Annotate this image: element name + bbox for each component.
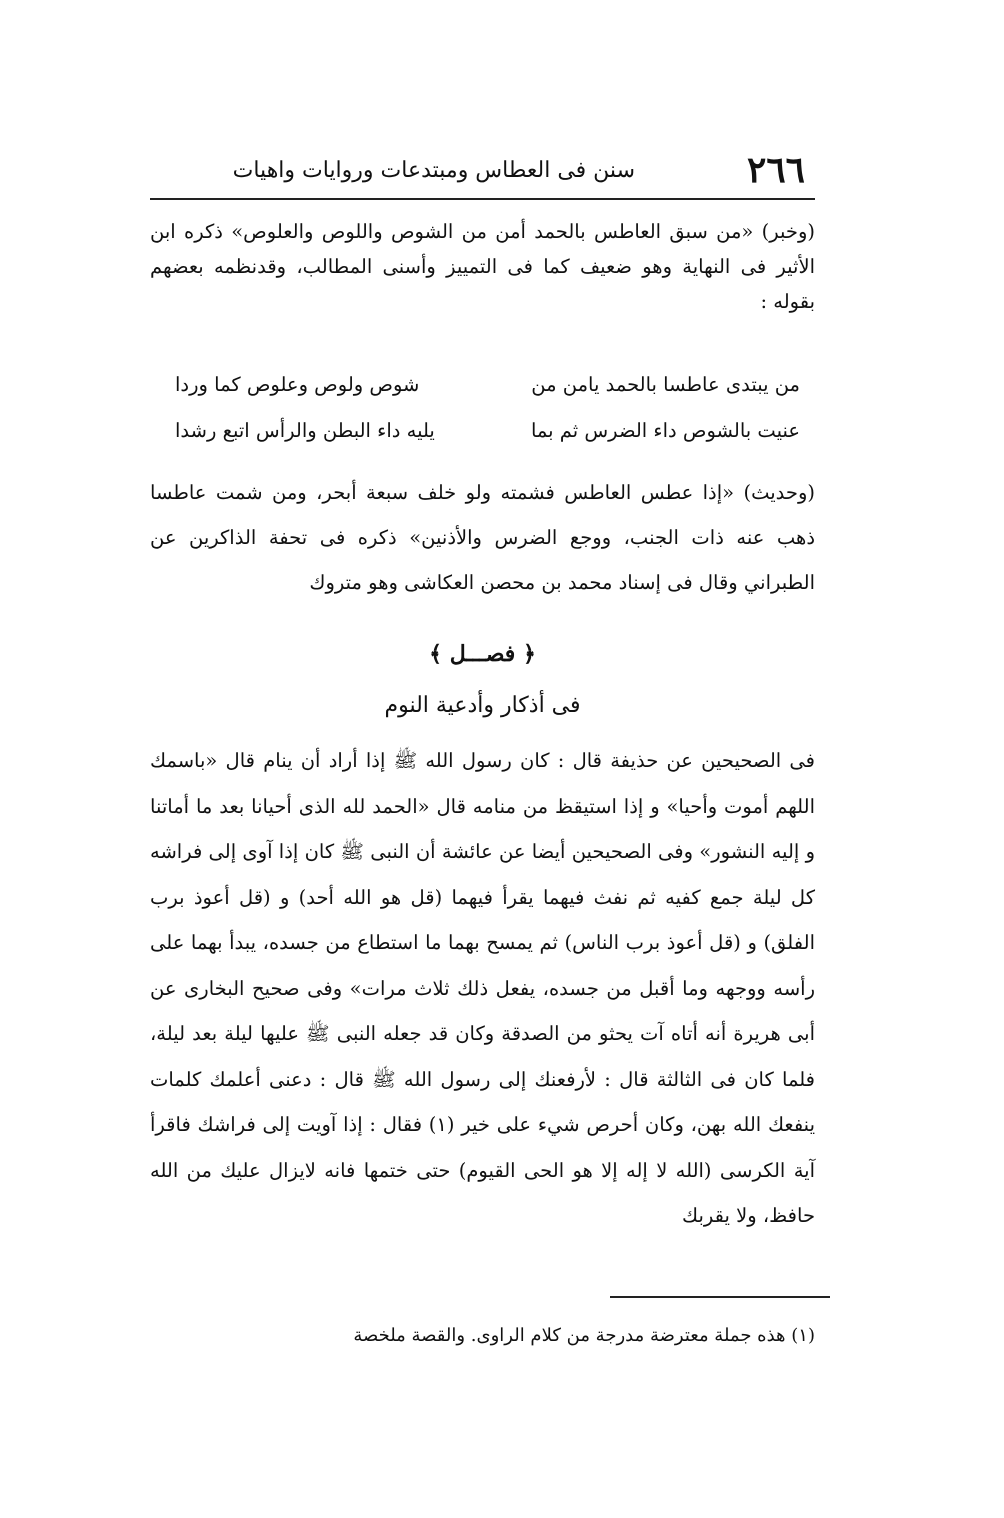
header-divider (150, 198, 815, 200)
paragraph-sleep-adhkar: فى الصحيحين عن حذيفة قال : كان رسول الله ﷺ إذا أراد أن ينام قال «باسمك اللهم أموت وأحيا» و إذا استيقظ من منامه قال «الحمد لله الذى أحيانا بعد ما أماتنا و إليه النشور» وفى الصحيحين أيضا عن عائشة أن النبى ﷺ كان إذا آوى إلى فراشه كل ليلة جمع كفيه ثم نفث فيهما يقرأ فيهما (قل هو الله أحد) و (قل أعوذ برب الفلق) و (قل أعوذ برب الناس) ثم يمسح بهما ما استطاع من جسده، يبدأ بهما على رأسه ووجهه وما أقبل من جسده، يفعل ذلك ثلاث مرات» وفى صحيح البخارى عن أبى هريرة أنه أتاه آت يحثو من الصدقة وكان قد جعله النبى ﷺ عليها ليلة بعد ليلة، فلما كان فى الثالثة قال : لأرفعنك إلى رسول الله ﷺ قال : دعنى أعلمك كلمات ينفعك الله بهن، وكان أحرص شيء على خير (١) فقال : إذا آويت إلى فراشك فاقرأ آية الكرسى (الله لا إله إلا هو الحى القيوم) حتى ختمها فانه لايزال عليك من الله حافظ، ولا يقربك (150, 749, 815, 1227)
poem-line-2-second-hemistich: يليه داء البطن والرأس اتبع رشدا (175, 419, 435, 442)
poem-line-2 (175, 408, 800, 454)
paragraph-sneeze-hadith: (وحديث) «إذا عطس العاطس فشمته ولو خلف سبعة أبحر، ومن شمت عاطسا ذهب عنه ذات الجنب، ووجع الضرس والأذنين» ذكره فى تحفة الذاكرين عن الطبراني وقال فى إسناد محمد بن محصن العكاشى وهو متروك (150, 481, 815, 594)
running-title: سنن فى العطاس ومبتدعات وروايات واهيات (232, 158, 635, 183)
poem-line-1-second-hemistich: شوص ولوص وعلوص كما وردا (175, 373, 420, 396)
footnote-divider (610, 1296, 830, 1298)
page-number: ٢٦٦ (746, 149, 805, 191)
page-header (232, 149, 805, 194)
poem-line-2-first-hemistich: عنيت بالشوص داء الضرس ثم بما (530, 419, 800, 442)
poem (175, 362, 800, 454)
section-heading: ﴿ فصـــل ﴾ (429, 641, 536, 667)
paragraph-sneeze-report: (وخبر) «من سبق العاطس بالحمد أمن من الشوص واللوص والعلوص» ذكره ابن الأثير فى النهاية وهو ضعيف كما فى التمييز وأسنى المطالب، وقدنظمه بعضهم بقوله : (150, 220, 815, 313)
section-subtitle: فى أذكار وأدعية النوم (384, 693, 581, 718)
footnote: (١) هذه جملة معترضة مدرجة من كلام الراوى. والقصة ملخصة (353, 1325, 815, 1346)
poem-line-1-first-hemistich: من يبتدى عاطسا بالحمد يامن من (531, 373, 800, 396)
poem-line-1 (175, 362, 800, 408)
